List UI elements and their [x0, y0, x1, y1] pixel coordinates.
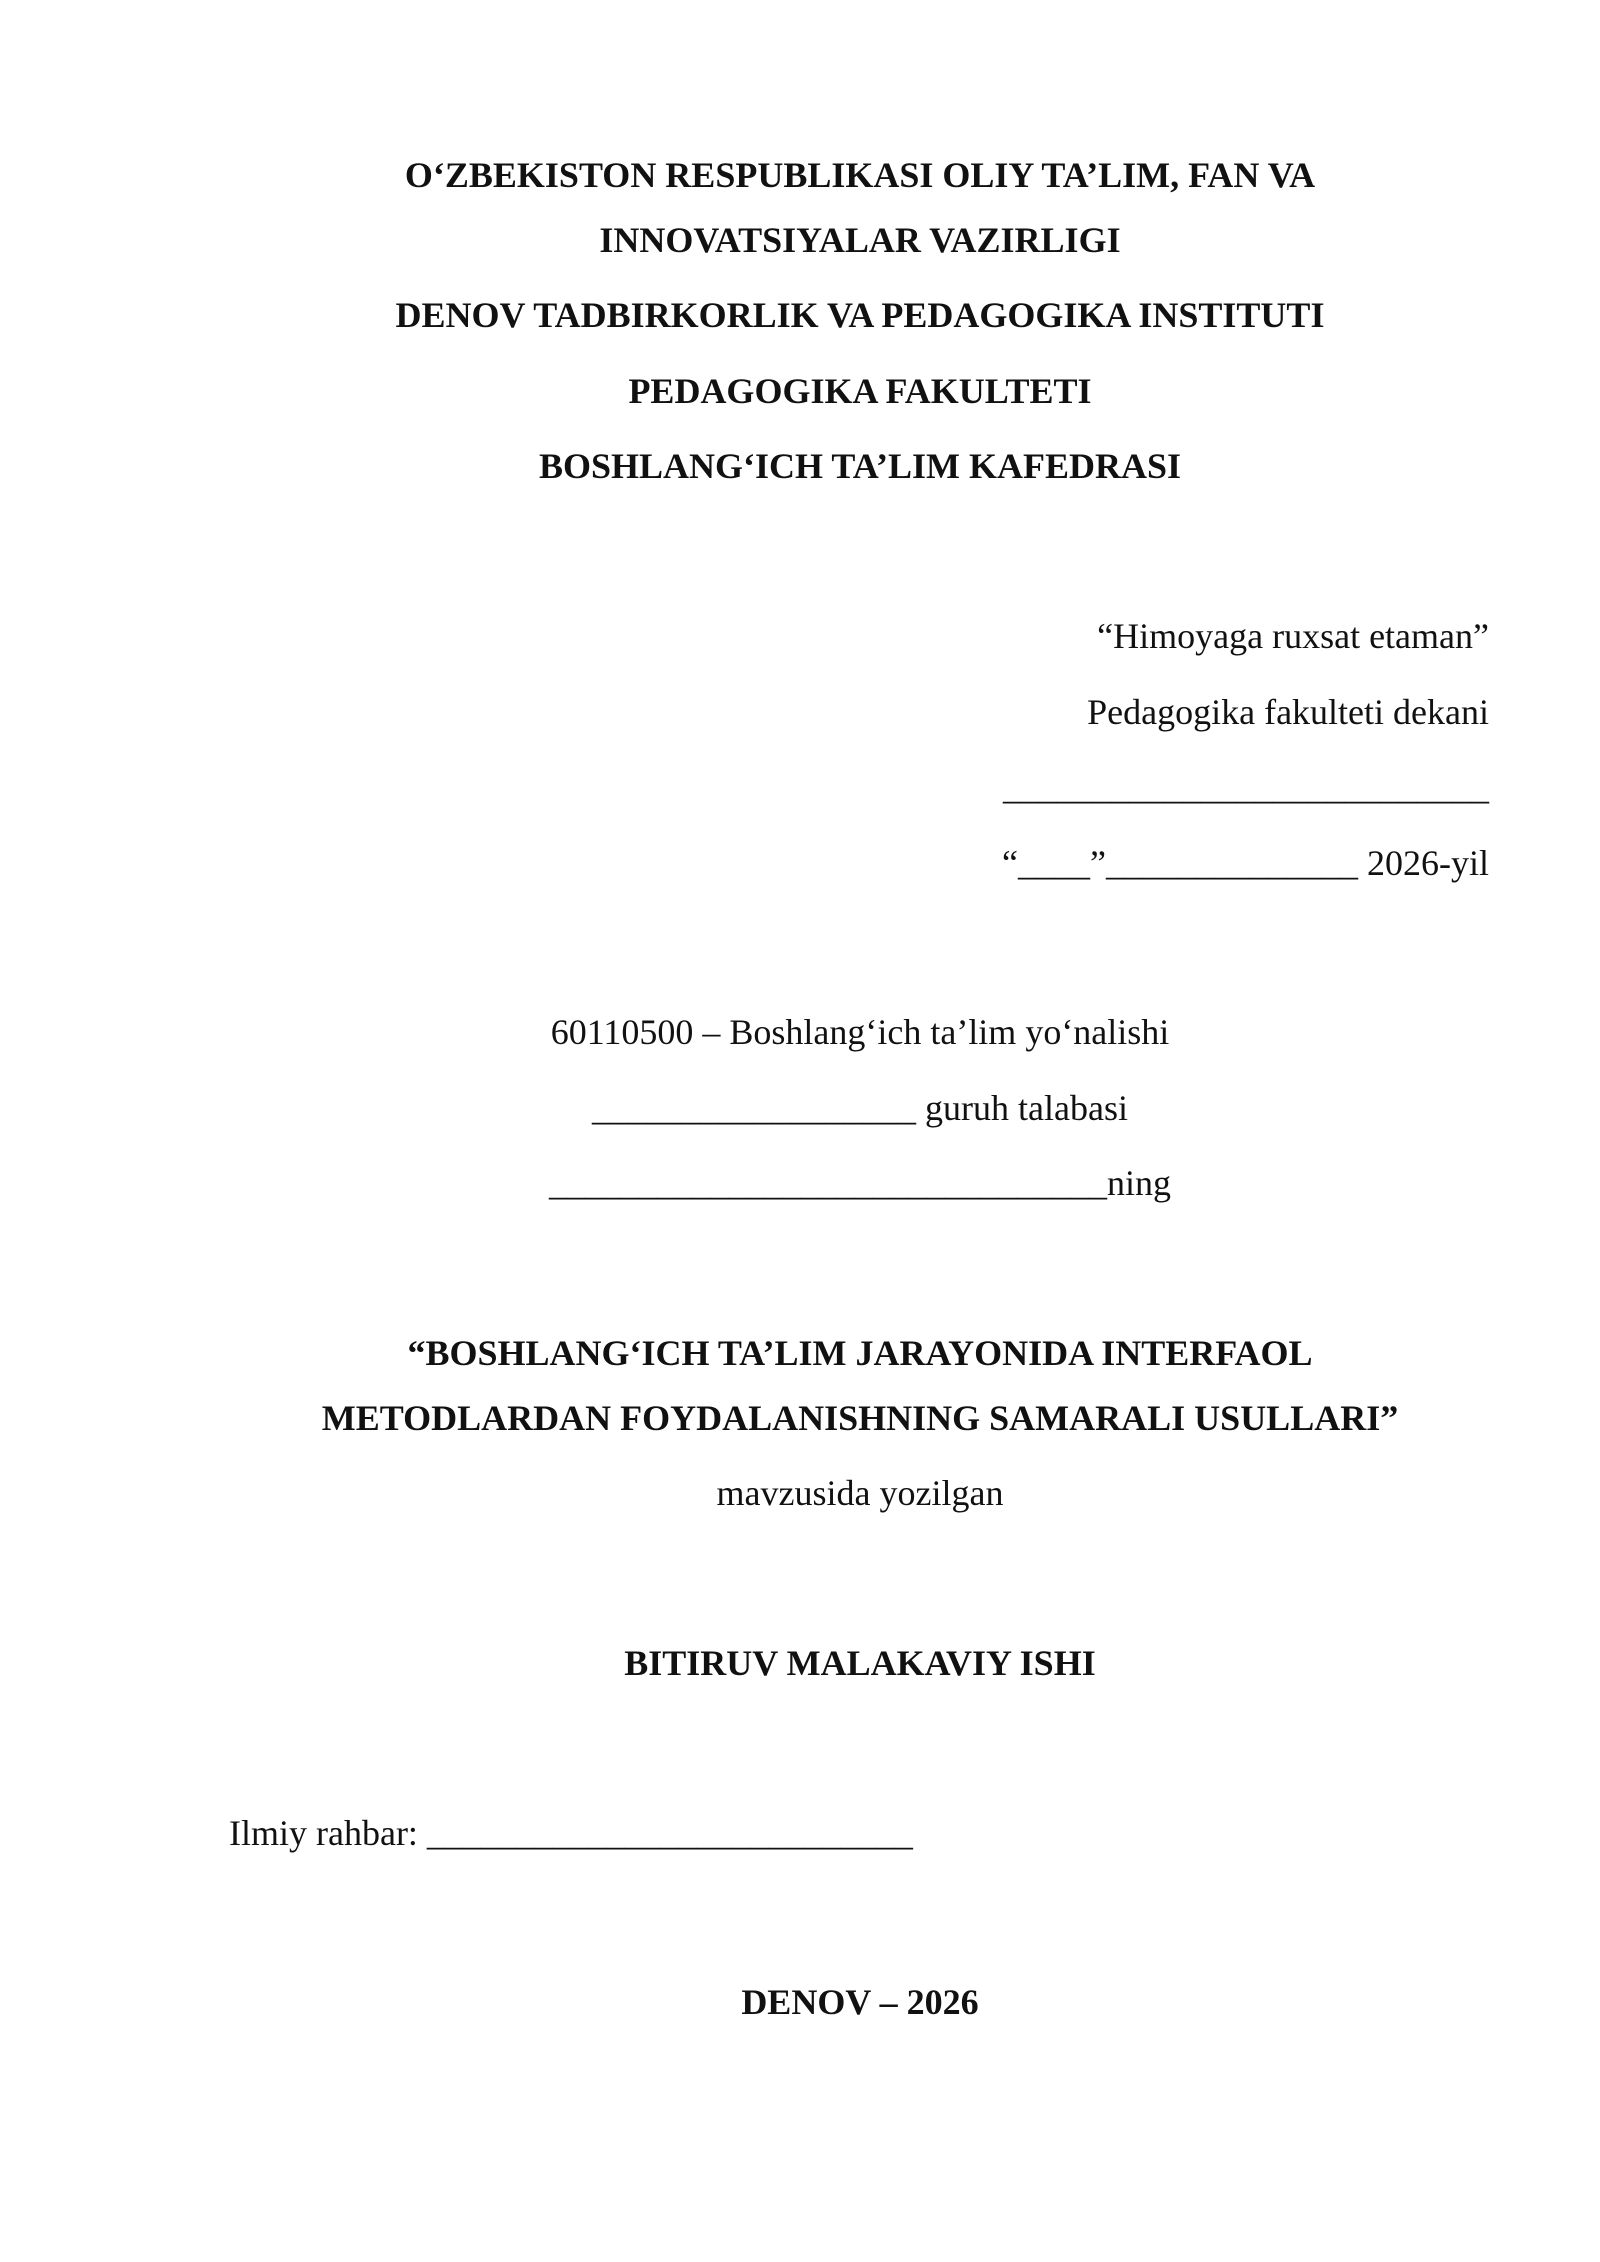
place-year: DENOV – 2026: [741, 1982, 979, 2022]
approval-position: Pedagogika fakulteti dekani: [1087, 692, 1489, 732]
ministry-title-line1: O‘ZBEKISTON RESPUBLIKASI OLIY TA’LIM, FAN VA: [404, 155, 1316, 195]
topic-caption: mavzusida yozilgan: [716, 1473, 1004, 1513]
student-name-line: _______________________________ning: [548, 1163, 1171, 1203]
institute-name: DENOV TADBIRKORLIK VA PEDAGOGIKA INSTITUTI: [395, 295, 1325, 335]
topic-title-line1: “BOSHLANG‘ICH TA’LIM JARAYONIDA INTERFAOL: [407, 1333, 1313, 1373]
approval-signature-line: ___________________________: [1003, 767, 1489, 807]
approval-date-line: “____”______________ 2026-yil: [1002, 843, 1489, 883]
study-direction: 60110500 – Boshlang‘ich ta’lim yo‘nalishi: [550, 1012, 1170, 1052]
supervisor-line: Ilmiy rahbar: ___________________________: [229, 1813, 913, 1853]
approval-title: “Himoyaga ruxsat etaman”: [1097, 616, 1489, 656]
faculty-name: PEDAGOGIKA FAKULTETI: [628, 371, 1092, 411]
ministry-title-line2: INNOVATSIYALAR VAZIRLIGI: [599, 220, 1121, 260]
work-type: BITIRUV MALAKAVIY ISHI: [624, 1643, 1096, 1683]
student-group-line: __________________ guruh talabasi: [592, 1088, 1128, 1128]
department-name: BOSHLANG‘ICH TA’LIM KAFEDRASI: [538, 446, 1182, 486]
topic-title-line2: METODLARDAN FOYDALANISHNING SAMARALI USULLARI”: [321, 1398, 1399, 1438]
